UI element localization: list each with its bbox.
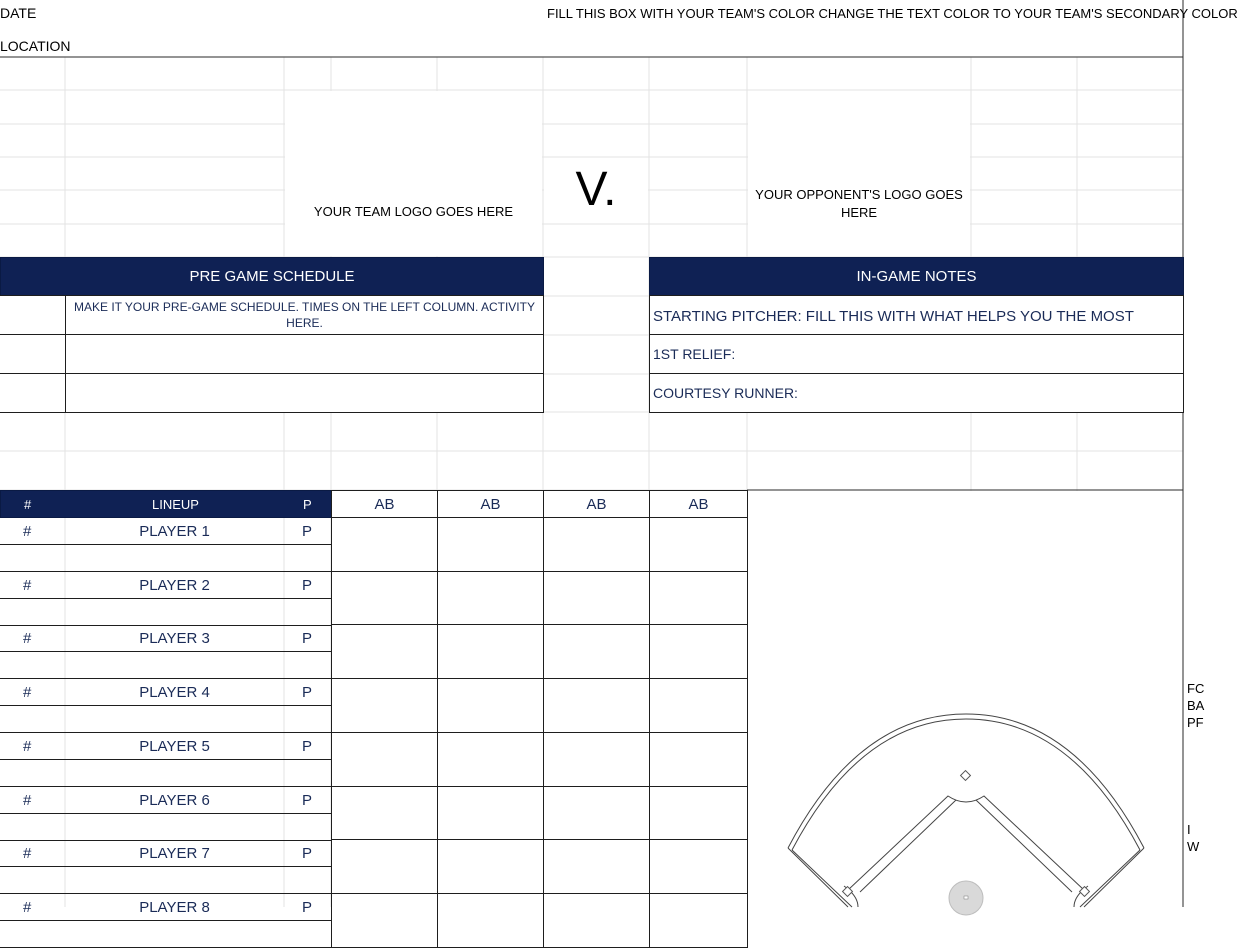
cutoff-sidebar-text-lower: I W — [1187, 822, 1200, 854]
player-position[interactable]: P — [302, 523, 313, 540]
at-bat-cell[interactable] — [543, 571, 650, 626]
lineup-row[interactable] — [0, 571, 332, 599]
at-bat-cell[interactable] — [437, 839, 544, 894]
player-name[interactable]: PLAYER 4 — [139, 684, 210, 701]
lineup-sub-row[interactable] — [0, 814, 332, 841]
pregame-time-cell-2[interactable] — [0, 334, 66, 374]
location-label: LOCATION — [0, 38, 71, 54]
player-position[interactable]: P — [302, 899, 313, 916]
lineup-row[interactable] — [0, 786, 332, 814]
at-bat-cell[interactable] — [649, 732, 748, 787]
at-bat-cell[interactable] — [331, 678, 438, 733]
ab-header-1: AB — [331, 490, 438, 518]
lineup-sub-row[interactable] — [0, 921, 332, 948]
opponent-logo-placeholder — [748, 186, 970, 222]
ab-header-4: AB — [649, 490, 748, 518]
at-bat-cell[interactable] — [331, 732, 438, 787]
at-bat-cell[interactable] — [649, 786, 748, 841]
at-bat-cell[interactable] — [649, 517, 748, 572]
player-number[interactable]: # — [23, 577, 32, 594]
player-number[interactable]: # — [23, 845, 32, 862]
lineup-row[interactable] — [0, 678, 332, 706]
team-logo-placeholder: YOUR TEAM LOGO GOES HERE — [313, 204, 514, 219]
at-bat-cell[interactable] — [649, 571, 748, 626]
lineup-sub-row[interactable] — [0, 706, 332, 733]
at-bat-cell[interactable] — [437, 678, 544, 733]
lineup-row[interactable] — [0, 839, 332, 867]
pregame-time-cell-3[interactable] — [0, 373, 66, 413]
lineup-row[interactable] — [0, 893, 332, 921]
versus-label: V. — [575, 163, 617, 216]
lineup-row[interactable] — [0, 517, 332, 545]
player-name[interactable]: PLAYER 8 — [139, 899, 210, 916]
at-bat-cell[interactable] — [543, 678, 650, 733]
player-number[interactable]: # — [23, 523, 32, 540]
lineup-sub-row[interactable] — [0, 760, 332, 787]
opponent-logo-line-2: HERE — [840, 205, 878, 220]
lineup-header-position: P — [303, 497, 312, 512]
player-number[interactable]: # — [23, 899, 32, 916]
lineup-header-lineup: LINEUP — [152, 497, 199, 512]
at-bat-cell[interactable] — [543, 624, 650, 679]
opponent-logo-line-1: YOUR OPPONENT'S LOGO GOES — [755, 187, 963, 202]
first-base-icon — [1080, 887, 1090, 897]
at-bat-cell[interactable] — [649, 624, 748, 679]
pregame-schedule-header: PRE GAME SCHEDULE — [0, 257, 544, 296]
lineup-header-number: # — [24, 497, 32, 512]
ab-header-3: AB — [543, 490, 650, 518]
lineup-sub-row[interactable] — [0, 599, 332, 626]
baseball-field-diagram — [748, 700, 1182, 907]
ingame-note-starting-pitcher[interactable]: STARTING PITCHER: FILL THIS WITH WHAT HELPS YOU THE MOST — [649, 295, 1184, 335]
player-name[interactable]: PLAYER 7 — [139, 845, 210, 862]
at-bat-cell[interactable] — [649, 839, 748, 894]
at-bat-cell[interactable] — [331, 624, 438, 679]
ab-header-2: AB — [437, 490, 544, 518]
ingame-notes-header: IN-GAME NOTES — [649, 257, 1184, 296]
player-name[interactable]: PLAYER 3 — [139, 630, 210, 647]
header-instructions: FILL THIS BOX WITH YOUR TEAM'S COLOR CHANGE THE TEXT COLOR TO YOUR TEAM'S SECONDARY COLOR — [547, 6, 1238, 21]
ingame-note-first-relief[interactable]: 1ST RELIEF: — [649, 334, 1184, 374]
cutoff-line-2: BA — [1187, 698, 1205, 713]
cutoff-line-1: FC — [1187, 681, 1205, 696]
at-bat-cell[interactable] — [437, 517, 544, 572]
cutoff-line-3: PF — [1187, 715, 1204, 730]
second-base-icon — [961, 771, 971, 781]
at-bat-cell[interactable] — [437, 624, 544, 679]
ingame-note-courtesy-runner[interactable]: COURTESY RUNNER: — [649, 373, 1184, 413]
at-bat-cell[interactable] — [543, 893, 650, 948]
player-position[interactable]: P — [302, 738, 313, 755]
lineup-sub-row[interactable] — [0, 545, 332, 572]
lineup-row[interactable] — [0, 732, 332, 760]
at-bat-cell[interactable] — [437, 893, 544, 948]
pregame-activity-cell-2[interactable] — [65, 334, 544, 374]
lineup-sub-row[interactable] — [0, 652, 332, 679]
at-bat-cell[interactable] — [331, 893, 438, 948]
at-bat-cell[interactable] — [331, 786, 438, 841]
player-number[interactable]: # — [23, 792, 32, 809]
at-bat-cell[interactable] — [543, 786, 650, 841]
lineup-row[interactable] — [0, 624, 332, 652]
date-label: DATE — [0, 5, 37, 21]
player-name[interactable]: PLAYER 6 — [139, 792, 210, 809]
at-bat-cell[interactable] — [331, 517, 438, 572]
player-name[interactable]: PLAYER 1 — [139, 523, 210, 540]
player-position[interactable]: P — [302, 845, 313, 862]
cutoff-sidebar-text — [1187, 680, 1204, 731]
at-bat-cell[interactable] — [649, 678, 748, 733]
player-number[interactable]: # — [23, 684, 32, 701]
at-bat-cell[interactable] — [331, 571, 438, 626]
lineup-header-bar — [0, 490, 332, 518]
at-bat-cell[interactable] — [543, 839, 650, 894]
at-bat-cell[interactable] — [649, 893, 748, 948]
pregame-note-line-1: MAKE IT YOUR PRE-GAME SCHEDULE. TIMES ON THE LEFT COLUMN. ACTIVITY — [74, 300, 535, 314]
at-bat-cell[interactable] — [331, 839, 438, 894]
player-name[interactable]: PLAYER 5 — [139, 738, 210, 755]
player-number[interactable]: # — [23, 630, 32, 647]
player-position[interactable]: P — [302, 684, 313, 701]
at-bat-cell[interactable] — [437, 732, 544, 787]
player-position[interactable]: P — [302, 630, 313, 647]
player-name[interactable]: PLAYER 2 — [139, 577, 210, 594]
at-bat-cell[interactable] — [437, 571, 544, 626]
pregame-time-cell-1[interactable] — [0, 295, 66, 335]
player-position[interactable]: P — [302, 792, 313, 809]
lineup-sub-row[interactable] — [0, 867, 332, 894]
at-bat-cell[interactable] — [543, 732, 650, 787]
player-number[interactable]: # — [23, 738, 32, 755]
pregame-activity-cell-1[interactable] — [65, 295, 544, 335]
pregame-activity-cell-3[interactable] — [65, 373, 544, 413]
at-bat-cell[interactable] — [543, 517, 650, 572]
player-position[interactable]: P — [302, 577, 313, 594]
third-base-icon — [843, 887, 853, 897]
at-bat-cell[interactable] — [437, 786, 544, 841]
pregame-note-line-2: HERE. — [286, 316, 323, 330]
